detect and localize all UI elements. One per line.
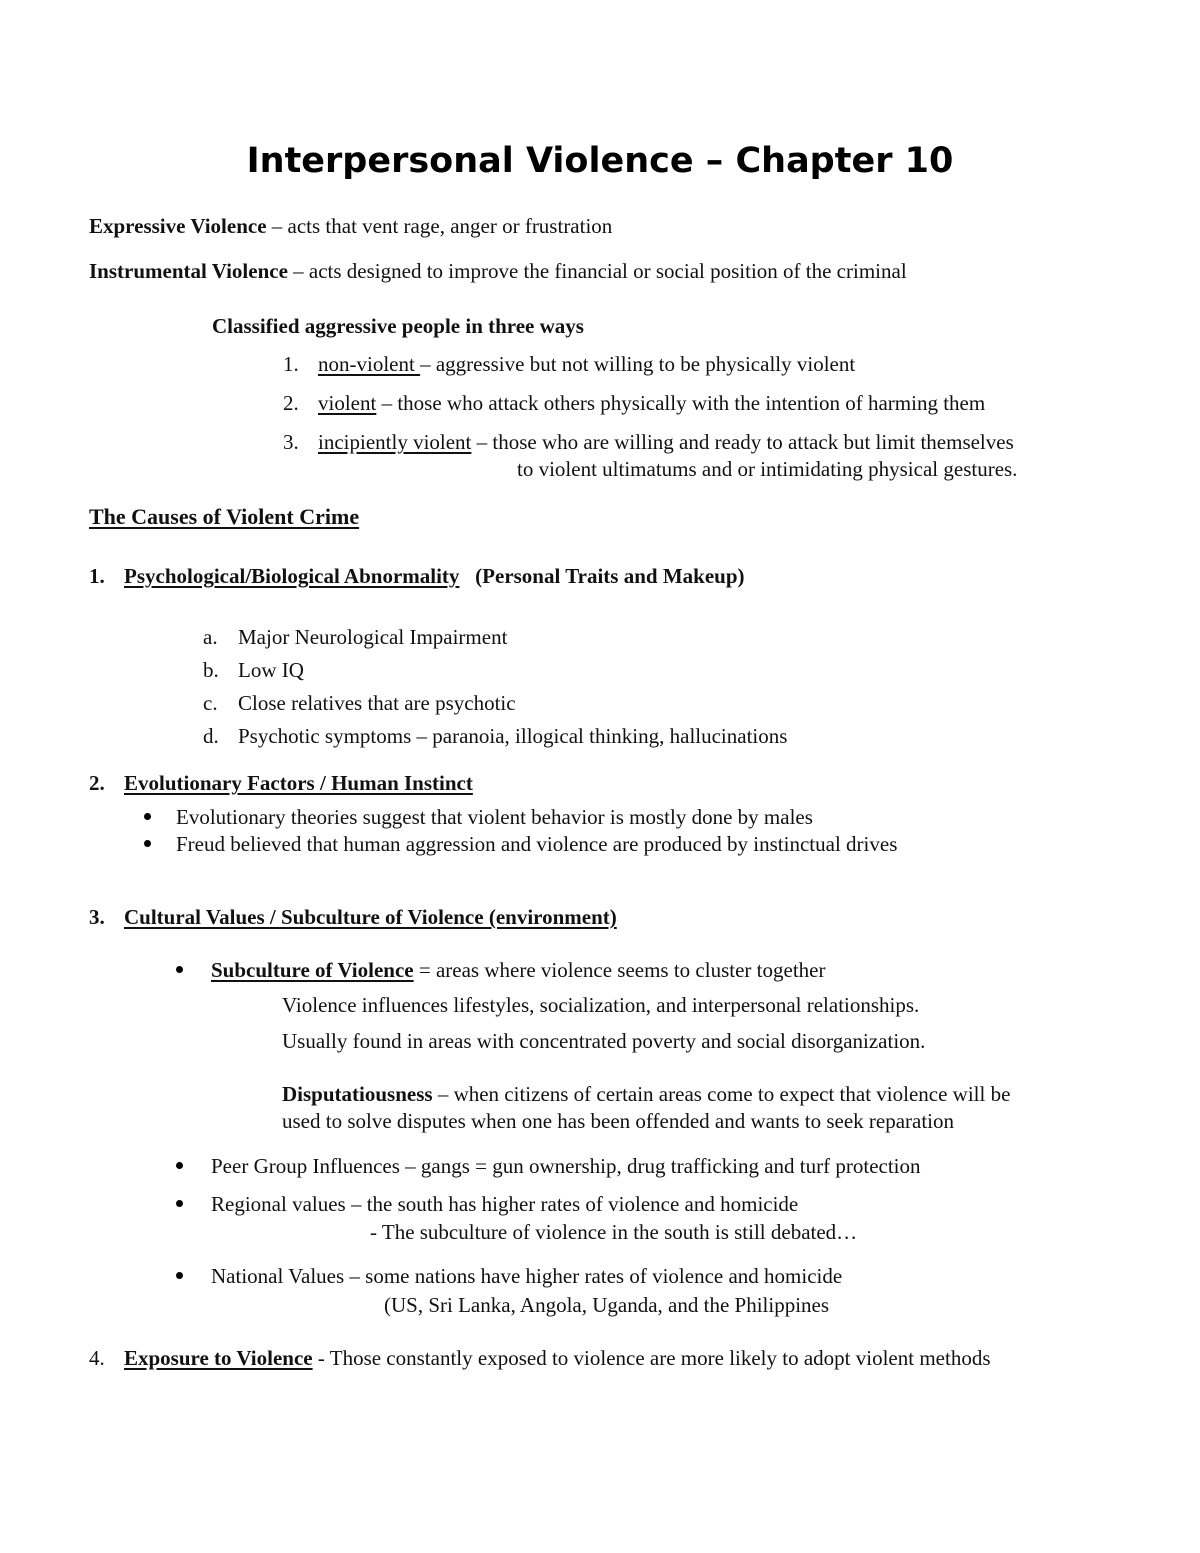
list-item — [203, 724, 788, 748]
definition-term: Instrumental Violence — [89, 259, 288, 283]
list-item — [203, 691, 516, 715]
instrumental-violence-definition — [89, 261, 907, 282]
national-values: National Values – some nations have higher rates of violence and homicide — [211, 1264, 843, 1288]
item-text: Major Neurological Impairment — [238, 625, 508, 649]
cause-2-heading — [89, 771, 473, 795]
cause-number: 1. — [89, 564, 105, 588]
expressive-violence-definition — [89, 216, 612, 237]
national-values-note: (US, Sri Lanka, Angola, Uganda, and the Philippines — [384, 1293, 830, 1317]
item-term: non-violent — [318, 352, 421, 376]
definition-text: – when citizens of certain areas come to expect that violence will be — [432, 1082, 1011, 1106]
item-letter: c. — [203, 691, 218, 715]
item-text: – those who are willing and ready to attack but limit themselves — [471, 430, 1014, 454]
classified-heading: Classified aggressive people in three ways — [212, 314, 584, 338]
list-item: Freud believed that human aggression and violence are produced by instinctual drives — [176, 832, 898, 856]
subculture-detail-2: Usually found in areas with concentrated poverty and social disorganization. — [282, 1029, 926, 1053]
list-item — [203, 658, 304, 682]
classified-item-1 — [283, 352, 856, 376]
definition-text: – acts that vent rage, anger or frustration — [266, 214, 613, 238]
bullet-icon — [176, 1272, 183, 1279]
definition-text: = areas where violence seems to cluster together — [413, 958, 826, 982]
page-title: Interpersonal Violence – Chapter 10 — [246, 141, 954, 181]
cause-subtitle: (Personal Traits and Makeup) — [475, 564, 745, 588]
bullet-icon — [176, 966, 183, 973]
list-item: Evolutionary theories suggest that violent behavior is mostly done by males — [176, 805, 813, 829]
cause-title: Cultural Values / Subculture of Violence (environment) — [124, 905, 617, 929]
bullet-icon — [144, 840, 151, 847]
causes-heading: The Causes of Violent Crime — [89, 504, 360, 529]
definition-term: Expressive Violence — [89, 214, 267, 238]
bullet-icon — [176, 1200, 183, 1207]
item-letter: d. — [203, 724, 219, 748]
item-number: 2. — [283, 391, 299, 415]
regional-values-note: - The subculture of violence in the south is still debated… — [370, 1220, 858, 1244]
definition-text: – acts designed to improve the financial or social position of the criminal — [287, 259, 907, 283]
item-text: – aggressive but not willing to be physically violent — [420, 352, 856, 376]
list-item — [203, 625, 508, 649]
subculture-of-violence-definition — [211, 960, 825, 981]
classified-item-2 — [283, 391, 986, 415]
item-number: 1. — [283, 352, 299, 376]
cause-number: 2. — [89, 771, 105, 795]
bullet-icon — [144, 813, 151, 820]
subculture-detail-1: Violence influences lifestyles, socialization, and interpersonal relationships. — [282, 993, 920, 1017]
classified-item-3 — [283, 430, 1014, 454]
item-text: Psychotic symptoms – paranoia, illogical thinking, hallucinations — [238, 724, 788, 748]
cause-title: Evolutionary Factors / Human Instinct — [124, 771, 473, 795]
cause-title: Exposure to Violence — [124, 1346, 313, 1370]
item-text: Low IQ — [238, 658, 304, 682]
regional-values: Regional values – the south has higher rates of violence and homicide — [211, 1192, 799, 1216]
item-term: incipiently violent — [318, 430, 472, 454]
item-text: – those who attack others physically with the intention of harming them — [376, 391, 986, 415]
cause-4-heading — [89, 1346, 991, 1370]
definition-term: Subculture of Violence — [211, 958, 414, 982]
definition-term: Disputatiousness — [282, 1082, 433, 1106]
item-text: Close relatives that are psychotic — [238, 691, 516, 715]
classified-item-3-continued: to violent ultimatums and or intimidating physical gestures. — [517, 457, 1018, 481]
bullet-icon — [176, 1162, 183, 1169]
item-term: violent — [318, 391, 377, 415]
cause-number: 4. — [89, 1346, 105, 1370]
disputatiousness-definition — [282, 1084, 1010, 1105]
disputatiousness-continued: used to solve disputes when one has been offended and wants to seek reparation — [282, 1109, 955, 1133]
cause-3-heading — [89, 905, 617, 929]
cause-number: 3. — [89, 905, 105, 929]
item-letter: a. — [203, 625, 218, 649]
item-number: 3. — [283, 430, 299, 454]
cause-text: - Those constantly exposed to violence are more likely to adopt violent methods — [312, 1346, 991, 1370]
item-letter: b. — [203, 658, 219, 682]
peer-group-influences: Peer Group Influences – gangs = gun ownership, drug trafficking and turf protection — [211, 1154, 921, 1178]
cause-title: Psychological/Biological Abnormality — [124, 564, 460, 588]
cause-1-heading — [89, 564, 745, 588]
